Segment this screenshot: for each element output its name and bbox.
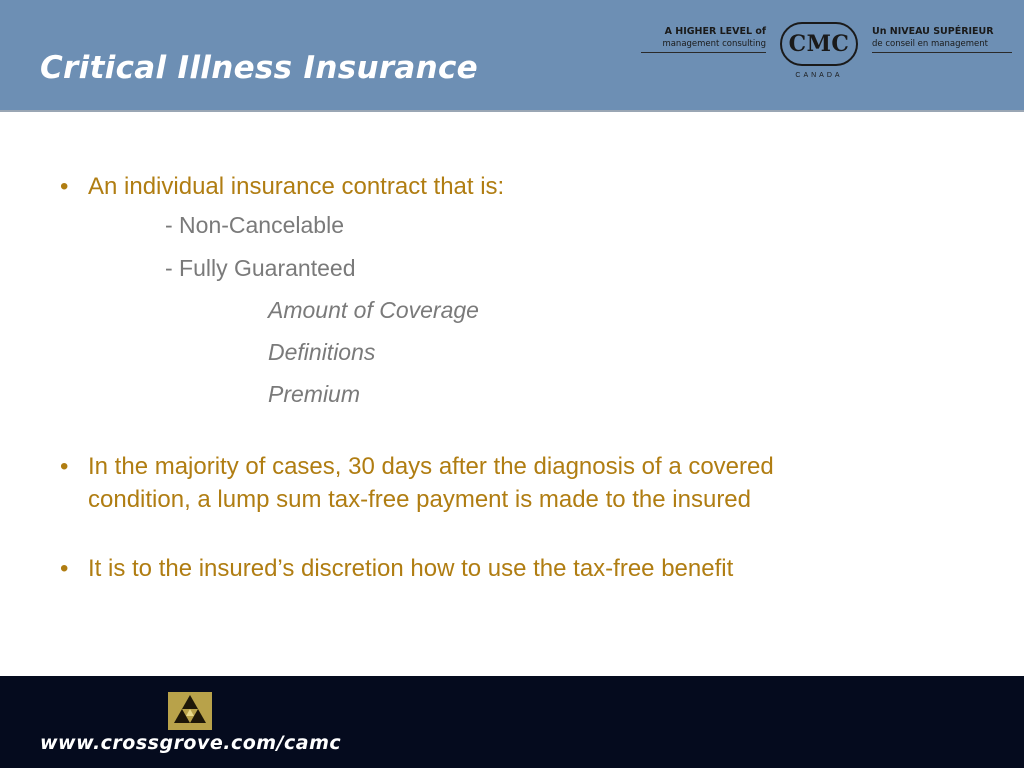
bullet-item bbox=[60, 450, 940, 516]
footer-bar bbox=[0, 676, 1024, 768]
bullet-item bbox=[60, 170, 940, 203]
gold-triangle-pyramid-icon bbox=[168, 692, 212, 730]
logo-french-line2: de conseil en management bbox=[872, 38, 1012, 53]
sub-item-fully-guaranteed: - Fully Guaranteed bbox=[165, 255, 356, 281]
bullet-text-line2: condition, a lump sum tax-free payment is made to the insured bbox=[88, 486, 751, 513]
logo-english-line2: management consulting bbox=[641, 38, 766, 53]
sub-item-non-cancelable: - Non-Cancelable bbox=[165, 212, 344, 238]
bullet-marker: • bbox=[60, 453, 69, 480]
bullet-marker: • bbox=[60, 173, 69, 200]
footer-website-link[interactable]: www.crossgrove.com/camc bbox=[40, 732, 342, 754]
logo-french-line1: Un NIVEAU SUPÉRIEUR bbox=[872, 26, 994, 37]
sub-sub-item-premium: Premium bbox=[268, 381, 361, 407]
sub-sub-item-definitions: Definitions bbox=[268, 339, 376, 365]
cmc-logo-country: CANADA bbox=[795, 72, 843, 79]
sub-sub-item-amount-of-coverage: Amount of Coverage bbox=[268, 297, 479, 323]
bullet-text-line1: In the majority of cases, 30 days after the diagnosis of a covered bbox=[88, 453, 774, 480]
page-title: Critical Illness Insurance bbox=[40, 50, 479, 86]
cmc-logo-text: CMC bbox=[788, 31, 850, 57]
bullet-item bbox=[60, 552, 940, 585]
bullet-text: An individual insurance contract that is: bbox=[88, 173, 505, 200]
bullet-marker: • bbox=[60, 555, 69, 582]
bullet-text: It is to the insured’s discretion how to use the tax-free benefit bbox=[88, 555, 734, 582]
logo-english-line1: A HIGHER LEVEL of bbox=[664, 26, 766, 37]
